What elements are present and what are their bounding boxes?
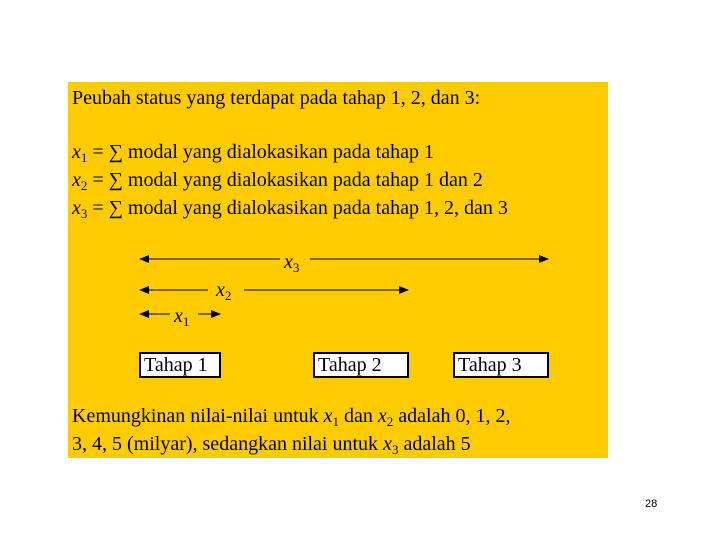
definition-text: = ∑ modal yang dialokasikan pada tahap 1, 2, dan 3 bbox=[87, 197, 508, 219]
footer-line-1 bbox=[72, 404, 510, 428]
stage-label: Tahap 1 bbox=[144, 354, 208, 376]
var-subscript: 1 bbox=[182, 314, 190, 329]
stage-label: Tahap 2 bbox=[318, 354, 382, 376]
heading-text: Peubah status yang terdapat pada tahap 1, 2, dan 3: bbox=[72, 87, 481, 109]
var-symbol: x bbox=[377, 405, 387, 427]
var-subscript: 1 bbox=[80, 150, 88, 165]
var-symbol: x bbox=[284, 251, 293, 273]
var-symbol: x bbox=[383, 433, 392, 455]
stage-box-1 bbox=[139, 352, 221, 378]
var-subscript: 1 bbox=[332, 414, 340, 429]
definition-text: = ∑ modal yang dialokasikan pada tahap 1 bbox=[87, 141, 434, 163]
footer-text: 3, 4, 5 (milyar), sedangkan nilai untuk bbox=[72, 433, 384, 455]
var-subscript: 3 bbox=[391, 442, 399, 457]
var-symbol: x bbox=[72, 141, 81, 163]
definition-text: = ∑ modal yang dialokasikan pada tahap 1 dan 2 bbox=[87, 169, 483, 191]
stage-box-2 bbox=[313, 352, 409, 378]
arrow-label-x1 bbox=[174, 305, 190, 329]
var-subscript: 2 bbox=[224, 288, 232, 303]
var-symbol: x bbox=[323, 405, 333, 427]
var-symbol: x bbox=[72, 169, 81, 191]
var-subscript: 3 bbox=[80, 206, 88, 221]
footer-text: adalah 5 bbox=[398, 433, 471, 455]
footer-text: adalah 0, 1, 2, bbox=[393, 405, 511, 427]
var-symbol: x bbox=[72, 197, 81, 219]
footer-text: dan bbox=[339, 405, 378, 427]
footer-text: Kemungkinan nilai-nilai untuk bbox=[72, 405, 324, 427]
slide-panel bbox=[68, 82, 608, 458]
arrow-label-x3 bbox=[284, 251, 300, 275]
stage-box-3 bbox=[453, 352, 549, 378]
var-subscript: 3 bbox=[292, 260, 300, 275]
range-arrows bbox=[68, 82, 608, 458]
var-symbol: x bbox=[216, 279, 225, 301]
var-subscript: 2 bbox=[80, 178, 88, 193]
stage-label: Tahap 3 bbox=[458, 354, 522, 376]
footer-line-2 bbox=[72, 432, 471, 456]
arrow-label-x2 bbox=[216, 279, 232, 303]
var-symbol: x bbox=[174, 305, 183, 327]
page-number: 28 bbox=[645, 498, 658, 510]
var-subscript: 2 bbox=[386, 414, 394, 429]
